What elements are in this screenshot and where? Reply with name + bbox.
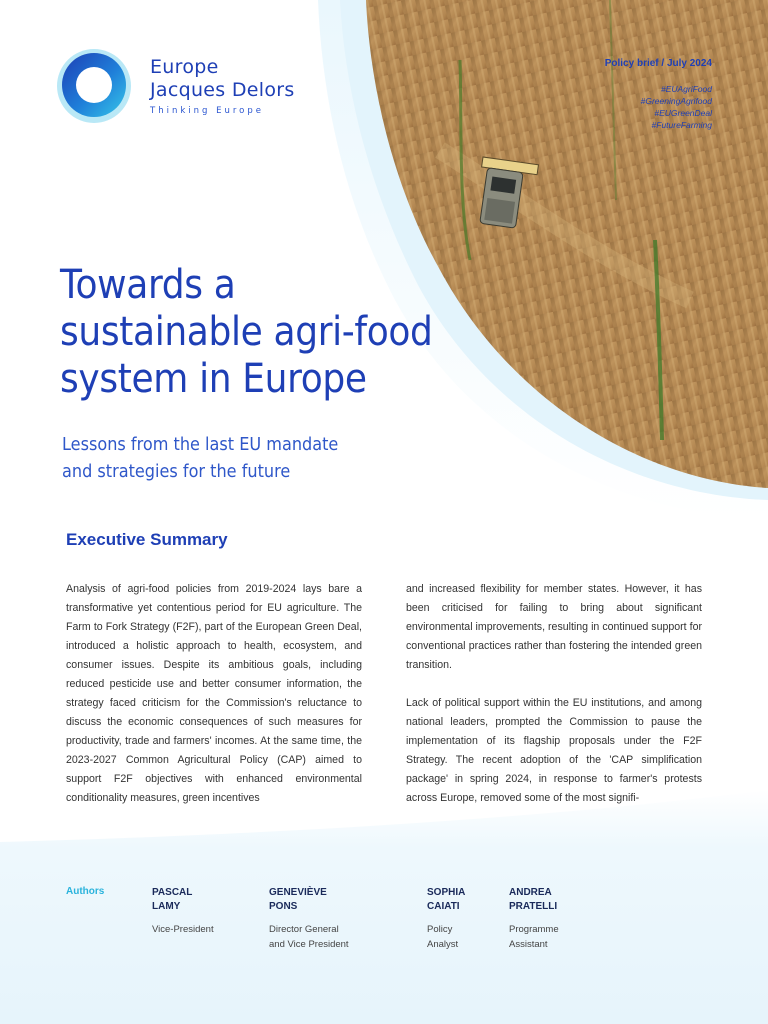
- author-card: [509, 886, 559, 952]
- author-role-line: Analyst: [427, 939, 459, 950]
- author-card: [152, 886, 214, 937]
- author-name: [152, 886, 214, 914]
- summary-paragraph: and increased flexibility for member states. However, it has been criticised for failing to bring about significant environmental improvements, resulting in continued support for conventional practices rather than fostering the intended green transition.: [406, 583, 702, 671]
- author-name: [509, 886, 559, 914]
- author-role: [509, 922, 559, 952]
- author-role: [427, 922, 465, 952]
- title-line: Towards a: [60, 262, 236, 308]
- author-last-name: LAMY: [152, 901, 181, 912]
- logo-tagline: Thinking Europe: [150, 106, 264, 116]
- summary-paragraph: Lack of political support within the EU institutions, and among national leaders, prompted the Commission to pause the implementation of its flagship proposals under the F2F Strategy. The recent adoption of the 'CAP simplification package' in spring 2024, in response to farmer's protests across Europe, removed some of the most signifi-: [406, 697, 702, 804]
- subtitle-line: Lessons from the last EU mandate: [62, 435, 339, 455]
- author-first-name: SOPHIA: [427, 887, 466, 898]
- author-last-name: PONS: [269, 901, 298, 912]
- author-role-line: Assistant: [509, 939, 548, 950]
- hashtag[interactable]: #EUGreenDeal: [654, 108, 712, 118]
- logo-name-line2: Jacques Delors: [150, 79, 295, 101]
- author-first-name: GENEVIÈVE: [269, 887, 327, 898]
- author-card: [427, 886, 465, 952]
- author-last-name: PRATELLI: [509, 901, 558, 912]
- author-role-line: Director General: [269, 924, 339, 935]
- hashtag[interactable]: #FutureFarming: [651, 120, 712, 130]
- hashtag[interactable]: #EUAgriFood: [660, 84, 712, 94]
- document-title: [60, 262, 456, 403]
- author-role: [269, 922, 349, 952]
- summary-paragraph: Analysis of agri-food policies from 2019-2024 lays bare a transformative yet contentious period for EU agriculture. The Farm to Fork Strategy (F2F), part of the European Green Deal, introduced a holistic approach to health, ecosystem, and consumer issues. Despite its ambitious goals, including reduced pesticide use and better consumer information, the strategy faced criticism for the Commission's reluctance to discuss the economic consequences of such measures for productivity, trade and farmers' incomes. At the same time, the 2023-2027 Common Agricultural Policy (CAP) aimed to support F2F objectives with enhanced environmental conditionality measures, green incentives: [66, 583, 362, 804]
- author-role-line: Policy: [427, 924, 453, 935]
- brief-date: Policy brief / July 2024: [604, 58, 712, 69]
- document-subtitle: [62, 432, 448, 486]
- title-line: system in Europe: [60, 356, 367, 402]
- hashtag-list: [605, 83, 712, 131]
- author-role: [152, 922, 214, 937]
- logo: [56, 48, 296, 128]
- author-first-name: PASCAL: [152, 887, 193, 898]
- hashtag[interactable]: #GreeningAgrifood: [640, 96, 712, 106]
- logo-ring-icon: [56, 48, 136, 128]
- subtitle-line: and strategies for the future: [62, 462, 291, 482]
- author-last-name: CAIATI: [427, 901, 460, 912]
- logo-wordmark: [150, 56, 295, 116]
- summary-column-left: [66, 580, 362, 827]
- author-role-line: and Vice President: [269, 939, 349, 950]
- title-line: sustainable agri-food: [60, 309, 433, 355]
- author-card: [269, 886, 349, 952]
- executive-summary-heading: Executive Summary: [66, 530, 228, 549]
- publication-meta: [605, 58, 712, 131]
- authors-label: Authors: [66, 886, 105, 897]
- author-role-line: Vice-President: [152, 924, 214, 935]
- author-name: [427, 886, 465, 914]
- summary-column-right: [406, 580, 702, 827]
- authors-section: [0, 880, 768, 1024]
- author-role-line: Programme: [509, 924, 559, 935]
- author-first-name: ANDREA: [509, 887, 552, 898]
- author-name: [269, 886, 349, 914]
- logo-name-line1: Europe: [150, 56, 219, 78]
